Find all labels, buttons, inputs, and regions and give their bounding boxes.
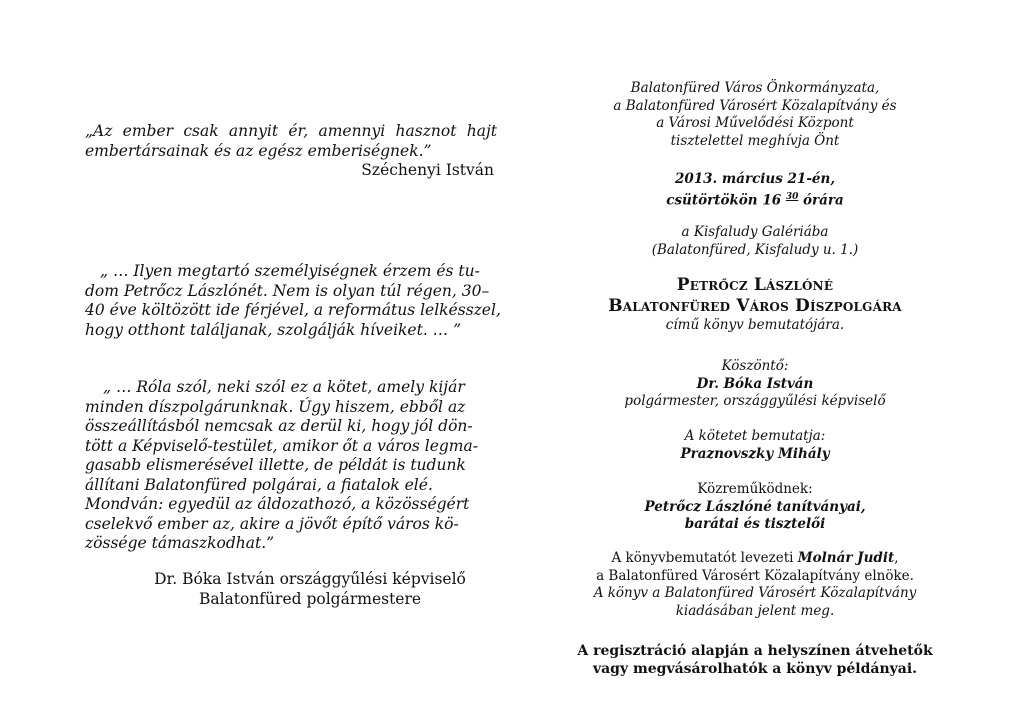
quote-petrocz-line: dom Petrőcz Lászlónét. Nem is olyan túl régen, 30– <box>85 281 490 300</box>
time-hour: csütörtökön 16 <box>666 192 786 208</box>
presenter-name: Praznovszky Mihály <box>680 445 830 462</box>
publisher-line2: kiadásában jelent meg. <box>675 602 835 619</box>
book-subtitle: című könyv bemutatójára. <box>665 317 845 333</box>
participants-label: Közreműködnek: <box>697 481 813 497</box>
host-line: tisztelettel meghívja Önt <box>670 132 840 149</box>
presenter-label: A kötetet bemutatja: <box>684 428 826 444</box>
szechenyi-quote: „Az ember csak annyit ér, amennyi hasznot hajt embertársainak és az egész emberiségnek.” <box>85 122 497 160</box>
book-title-line1: Petrőcz Lászlóné <box>676 275 834 295</box>
moderator-block <box>585 550 925 620</box>
signature-title: Balatonfüred polgármestere <box>198 589 422 608</box>
szechenyi-author: Széchenyi István <box>361 161 494 179</box>
date-line: 2013. március 21-én, <box>674 171 836 187</box>
host-line: Balatonfüred Város Önkormányzata, <box>630 80 880 96</box>
quote-petrocz-line: 40 éve költözött ide férjével, a református lelkésszel, <box>85 301 501 319</box>
quote-petrocz-line: „ … Ilyen megtartó személyiségnek érzem és tu- <box>100 262 480 280</box>
registration-note <box>565 642 945 678</box>
quote-dedication-line: „ … Róla szól, neki szól ez a kötet, amely kijár <box>103 378 465 396</box>
quote-dedication <box>85 378 505 554</box>
event-date <box>585 171 925 210</box>
quote-dedication-line: zössége támaszkodhat.” <box>85 534 275 552</box>
quote-petrocz-line: hogy otthont találjanak, szolgálják híveiket. … ” <box>85 320 462 339</box>
moderator-intro: A könyvbemutatót levezeti <box>611 550 798 566</box>
quote-petrocz <box>85 262 510 340</box>
participants-block <box>585 481 925 534</box>
greeting-role: polgármester, országgyűlési képviselő <box>624 393 886 409</box>
venue-address: (Balatonfüred, Kisfaludy u. 1.) <box>651 241 859 258</box>
quote-dedication-line: állítani Balatonfüred polgárai, a fiatalok elé. <box>85 475 433 494</box>
time-line <box>585 189 925 210</box>
quote-dedication-line: cselekvő ember az, akire a jövőt építő város kö- <box>85 514 459 533</box>
book-title <box>570 275 940 335</box>
host-line: a Városi Művelődési Központ <box>656 115 854 131</box>
registration-line1: A regisztráció alapján a helyszínen átvehetők <box>577 643 933 659</box>
quote-dedication-line: minden díszpolgárunknak. Úgy hiszem, ebből az <box>85 397 466 416</box>
signature-name: Dr. Bóka István országgyűlési képviselő <box>154 570 466 588</box>
venue <box>585 224 925 259</box>
quote-dedication-line: tött a Képviselő-testület, amikor őt a város legma- <box>85 436 478 455</box>
participants-line2: barátai és tisztelői <box>684 516 826 532</box>
book-title-line2: Balatonfüred Város Díszpolgára <box>608 296 902 316</box>
publisher-line1: A könyv a Balatonfüred Városért Közalapítvány <box>593 585 917 601</box>
quote-dedication-line: összeállításból nemcsak az derül ki, hogy jól dön- <box>85 417 473 435</box>
participants-line1: Petrőcz Lászlóné tanítványai, <box>644 498 866 515</box>
time-suffix: órára <box>798 192 844 208</box>
venue-name: a Kisfaludy Galériába <box>681 224 829 240</box>
greeting-block <box>585 358 925 411</box>
presenter-block <box>585 428 925 463</box>
moderator-name: Molnár Judit <box>797 550 895 566</box>
greeting-name: Dr. Bóka István <box>696 375 814 392</box>
moderator-comma: , <box>894 550 899 566</box>
quote-dedication-line: gasabb elismerésével illette, de példát is tudunk <box>85 456 466 474</box>
registration-line2: vagy megvásárolhatók a könyv példányai. <box>592 661 918 677</box>
moderator-line <box>585 550 925 568</box>
host-line: a Balatonfüred Városért Közalapítvány és <box>613 97 897 114</box>
time-minutes: 30 <box>785 191 799 202</box>
moderator-role: a Balatonfüred Városért Közalapítvány elnöke. <box>596 567 914 584</box>
hosts-block <box>585 80 925 150</box>
greeting-label: Köszöntő: <box>721 358 789 374</box>
quote-dedication-line: Mondván: egyedül az áldozathozó, a közösségért <box>85 495 470 513</box>
signature <box>130 570 490 609</box>
